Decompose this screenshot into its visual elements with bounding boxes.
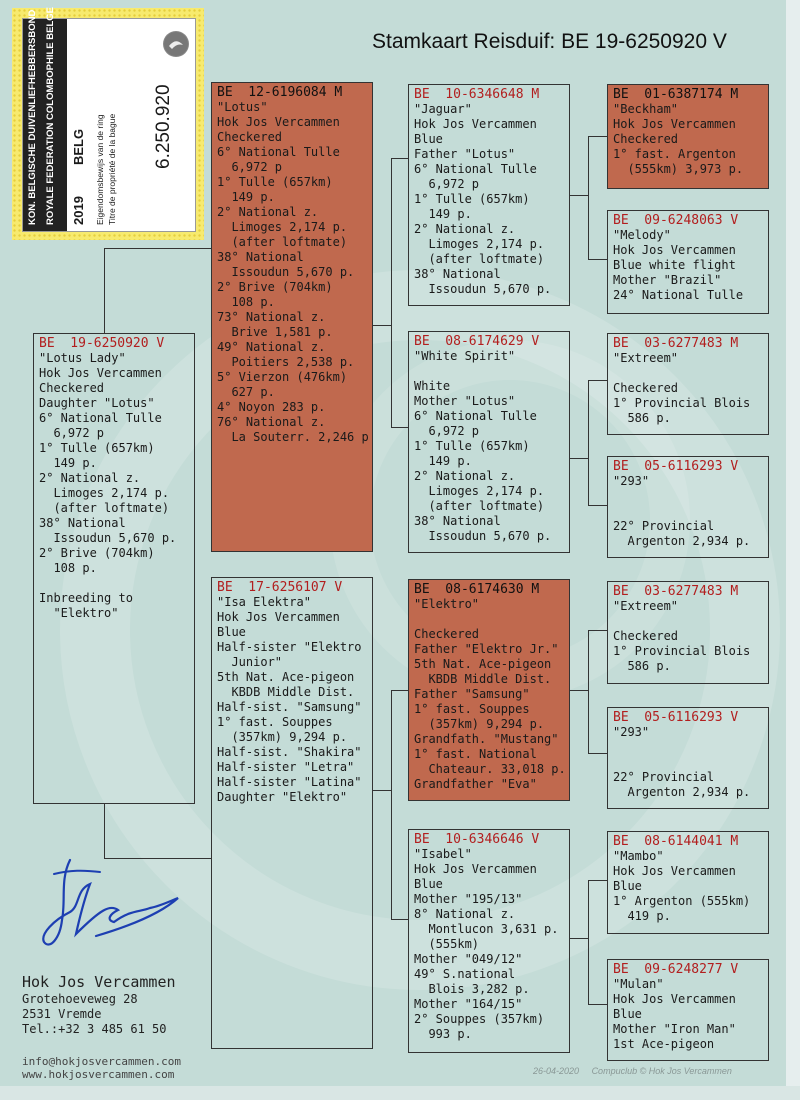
ring-number: BE 09-6248277 V	[613, 962, 739, 977]
pigeon-detail-line: Checkered	[613, 132, 679, 146]
ring-number: BE 10-6346648 M	[414, 87, 540, 102]
pigeon-name: "Extreem"	[613, 351, 679, 365]
connector	[588, 630, 607, 631]
pigeon-detail-line: Limoges 2,174 p.	[217, 220, 348, 234]
sticker-country: BELG	[71, 128, 86, 165]
pigeon-detail-line: Father "Lotus"	[414, 147, 516, 161]
pigeon-detail-line	[414, 612, 564, 627]
connector	[588, 259, 607, 260]
pigeon-detail-line: 149 p.	[39, 456, 97, 470]
ring-number: BE 05-6116293 V	[613, 710, 739, 725]
pigeon-card-sire-sire[interactable]	[408, 84, 570, 306]
pigeon-detail-line: Father "Elektro Jr."	[414, 642, 559, 656]
pigeon-detail-line: Hok Jos Vercammen	[414, 862, 537, 876]
handwritten-signature	[40, 850, 200, 964]
pigeon-detail-line: Limoges 2,174 p.	[414, 484, 545, 498]
pigeon-detail-line: Checkered	[613, 381, 679, 395]
pigeon-detail-line: "Elektro"	[39, 606, 119, 620]
pigeon-detail-line: 419 p.	[613, 909, 671, 923]
pigeon-detail-line: 6,972 p	[414, 424, 480, 438]
pigeon-detail-line: 149 p.	[217, 190, 275, 204]
pigeon-name: "293"	[613, 725, 650, 739]
kbdb-logo-icon	[163, 31, 189, 57]
pigeon-name: "Jaguar"	[414, 102, 472, 116]
pigeon-detail-line: 6° National Tulle	[39, 411, 162, 425]
pigeon-detail-line: 38° National	[414, 514, 501, 528]
pigeon-detail-line: 1° Tulle (657km)	[39, 441, 155, 455]
breeder-website[interactable]: www.hokjosvercammen.com	[22, 1068, 175, 1081]
ring-number: BE 12-6196084 M	[217, 85, 343, 100]
pigeon-detail-line: Mother "Lotus"	[414, 394, 516, 408]
pigeon-card-dsd[interactable]	[607, 707, 769, 809]
pigeon-detail-line: Mother "164/15"	[414, 997, 523, 1011]
pigeon-detail-line: Issoudun 5,670 p.	[217, 265, 355, 279]
sticker-org-nl: KON. BELGISCHE DUIVENLIEFHEBBERSBOND	[27, 9, 38, 225]
pigeon-detail-line: Brive 1,581 p.	[217, 325, 333, 339]
pigeon-detail-line: Hok Jos Vercammen	[414, 117, 537, 131]
sticker-year: 2019	[71, 196, 86, 225]
pigeon-detail-line: Mother "195/13"	[414, 892, 523, 906]
connector	[391, 158, 408, 159]
pigeon-detail-line: Mother "049/12"	[414, 952, 523, 966]
breeder-email[interactable]: info@hokjosvercammen.com	[22, 1055, 181, 1068]
pigeon-name: "293"	[613, 474, 650, 488]
pigeon-detail-line: (after loftmate)	[414, 499, 545, 513]
ring-number: BE 10-6346646 V	[414, 832, 540, 847]
pigeon-name: "Mambo"	[613, 849, 664, 863]
ring-number: BE 17-6256107 V	[217, 580, 343, 595]
pigeon-detail-line: Blue	[613, 879, 642, 893]
ring-number: BE 01-6387174 M	[613, 87, 739, 102]
pigeon-detail-line	[613, 755, 763, 770]
pigeon-detail-line: 6° National Tulle	[414, 162, 537, 176]
pigeon-detail-line: Montlucon 3,631 p.	[414, 922, 559, 936]
connector	[569, 690, 589, 691]
connector	[588, 136, 607, 137]
pigeon-detail-line: 1° Tulle (657km)	[217, 175, 333, 189]
pigeon-detail-line: 993 p.	[414, 1027, 472, 1041]
pigeon-card-dss[interactable]	[607, 581, 769, 684]
pigeon-detail-line: 1° Tulle (657km)	[414, 439, 530, 453]
pigeon-detail-line: 6,972 p	[39, 426, 105, 440]
pigeon-detail-line: Half-sister "Latina"	[217, 775, 362, 789]
connector	[104, 248, 105, 333]
pigeon-name: "Extreem"	[613, 599, 679, 613]
pigeon-detail-line: 627 p.	[217, 385, 275, 399]
pigeon-detail-line: Mother "Iron Man"	[613, 1022, 736, 1036]
pigeon-detail-line: (555km)	[414, 937, 480, 951]
pigeon-detail-line: Blue white flight	[613, 258, 736, 272]
pigeon-detail-line: 6,972 p	[217, 160, 283, 174]
pigeon-card-ddd[interactable]	[607, 959, 769, 1061]
pigeon-detail-line: Blue	[414, 877, 443, 891]
footer-credit: Compuclub © Hok Jos Vercammen	[591, 1066, 732, 1076]
breeder-block	[22, 972, 181, 1081]
pigeon-detail-line: (after loftmate)	[39, 501, 170, 515]
pigeon-detail-line: Checkered	[39, 381, 105, 395]
pigeon-detail-line: Chateaur. 33,018 p.	[414, 762, 566, 776]
pigeon-detail-line: Hok Jos Vercammen	[39, 366, 162, 380]
pigeon-card-sds[interactable]	[607, 333, 769, 435]
page-title: Stamkaart Reisduif: BE 19-6250920 V	[372, 30, 727, 53]
breeder-city: 2531 Vremde	[22, 1007, 102, 1021]
pigeon-card-sss[interactable]	[607, 84, 769, 189]
pigeon-detail-line: Issoudun 5,670 p.	[414, 282, 552, 296]
pigeon-detail-line: Blois 3,282 p.	[414, 982, 530, 996]
pigeon-detail-line: 2° National z.	[39, 471, 141, 485]
connector	[391, 158, 392, 428]
ring-number: BE 05-6116293 V	[613, 459, 739, 474]
pigeon-detail-line: 8° National z.	[414, 907, 516, 921]
card-edge	[786, 0, 800, 1100]
ring-number: BE 08-6144041 M	[613, 834, 739, 849]
pigeon-card-sdd[interactable]	[607, 456, 769, 558]
connector	[391, 427, 408, 428]
pigeon-detail-line: 586 p.	[613, 659, 671, 673]
pigeon-detail-line: Father "Samsung"	[414, 687, 530, 701]
pigeon-detail-line: Blue	[217, 625, 246, 639]
pigeon-detail-line: 6° National Tulle	[414, 409, 537, 423]
connector	[588, 136, 589, 260]
pigeon-detail-line: (after loftmate)	[217, 235, 348, 249]
pigeon-detail-line: 5th Nat. Ace-pigeon	[217, 670, 355, 684]
pigeon-detail-line: 1° Argenton (555km)	[613, 894, 751, 908]
pigeon-detail-line: 38° National	[39, 516, 126, 530]
pigeon-detail-line: Issoudun 5,670 p.	[414, 529, 552, 543]
pigeon-detail-line: 1° Provincial Blois	[613, 396, 751, 410]
pigeon-detail-line: Argenton 2,934 p.	[613, 534, 751, 548]
pigeon-name: "Isabel"	[414, 847, 472, 861]
pigeon-detail-line: 2° Brive (704km)	[217, 280, 333, 294]
pigeon-detail-line: Poitiers 2,538 p.	[217, 355, 355, 369]
pigeon-name: "Beckham"	[613, 102, 679, 116]
pigeon-detail-line: Blue	[414, 132, 443, 146]
pigeon-detail-line: 149 p.	[414, 207, 472, 221]
pigeon-card-subject[interactable]	[33, 333, 195, 804]
pigeon-detail-line	[39, 576, 189, 591]
ownership-sticker	[12, 8, 204, 240]
sticker-line-fr: Titre de propriété de la bague	[107, 113, 117, 225]
pigeon-detail-line: 108 p.	[217, 295, 275, 309]
pigeon-detail-line: 49° National z.	[217, 340, 326, 354]
pigeon-detail-line: Half-sist. "Shakira"	[217, 745, 362, 759]
pigeon-name: "Lotus"	[217, 100, 268, 114]
connector	[588, 380, 607, 381]
pigeon-detail-line: Blue	[613, 1007, 642, 1021]
pigeon-detail-line: 76° National z.	[217, 415, 326, 429]
pigeon-detail-line: Mother "Brazil"	[613, 273, 722, 287]
pigeon-detail-line: 4° Noyon 283 p.	[217, 400, 326, 414]
pigeon-detail-line: La Souterr. 2,246 p	[217, 430, 369, 444]
pigeon-detail-line: 1° fast. Argenton	[613, 147, 736, 161]
ring-number: BE 03-6277483 M	[613, 584, 739, 599]
pigeon-detail-line: 6,972 p	[414, 177, 480, 191]
pigeon-detail-line	[613, 614, 763, 629]
pigeon-detail-line: 24° National Tulle	[613, 288, 744, 302]
pigeon-card-dam[interactable]	[211, 577, 373, 1049]
pigeon-name: "Melody"	[613, 228, 671, 242]
connector	[588, 880, 607, 881]
pigeon-detail-line	[613, 504, 763, 519]
ring-number: BE 03-6277483 M	[613, 336, 739, 351]
pigeon-detail-line: 5th Nat. Ace-pigeon	[414, 657, 552, 671]
connector	[391, 919, 408, 920]
pigeon-detail-line: 38° National	[414, 267, 501, 281]
breeder-name: Hok Jos Vercammen	[22, 973, 176, 991]
pigeon-card-sire-dam[interactable]	[408, 331, 570, 553]
pigeon-detail-line: Hok Jos Vercammen	[613, 243, 736, 257]
connector	[588, 380, 589, 506]
connector	[391, 690, 408, 691]
connector	[569, 458, 589, 459]
pigeon-detail-line: Limoges 2,174 p.	[414, 237, 545, 251]
pigeon-detail-line	[613, 489, 763, 504]
pigeon-detail-line: 108 p.	[39, 561, 97, 575]
pigeon-detail-line: 1st Ace-pigeon	[613, 1037, 715, 1051]
pigeon-detail-line: White	[414, 379, 451, 393]
pigeon-detail-line: Hok Jos Vercammen	[217, 115, 340, 129]
connector	[372, 325, 392, 326]
pigeon-detail-line: 73° National z.	[217, 310, 326, 324]
connector	[588, 753, 607, 754]
pigeon-detail-line: Half-sist. "Samsung"	[217, 700, 362, 714]
pigeon-detail-line: Hok Jos Vercammen	[613, 864, 736, 878]
pigeon-detail-line: 22° Provincial	[613, 770, 715, 784]
connector	[104, 248, 211, 249]
ring-number: BE 08-6174630 M	[414, 582, 540, 597]
pigeon-detail-line: 49° S.national	[414, 967, 516, 981]
pigeon-detail-line: 586 p.	[613, 411, 671, 425]
pigeon-detail-line: 2° National z.	[217, 205, 319, 219]
ring-number: BE 09-6248063 V	[613, 213, 739, 228]
pigeon-detail-line: Half-sister "Elektro	[217, 640, 362, 654]
pigeon-detail-line: 2° Souppes (357km)	[414, 1012, 545, 1026]
pigeon-detail-line: Checkered	[217, 130, 283, 144]
pigeon-detail-line	[613, 366, 763, 381]
pigeon-detail-line: Hok Jos Vercammen	[613, 117, 736, 131]
sticker-org-fr: ROYALE FEDERATION COLOMBOPHILE BELGE	[45, 7, 56, 225]
footer-date: 26-04-2020	[533, 1066, 580, 1076]
ring-number: BE 08-6174629 V	[414, 334, 540, 349]
sticker-line-nl: Eigendomsbewijs van de ring	[95, 114, 105, 225]
connector	[588, 505, 607, 506]
pigeon-detail-line: 2° Brive (704km)	[39, 546, 155, 560]
breeder-phone: Tel.:+32 3 485 61 50	[22, 1022, 167, 1036]
pigeon-detail-line: Grandfather "Eva"	[414, 777, 537, 791]
pigeon-detail-line: Hok Jos Vercammen	[217, 610, 340, 624]
card-bottom-edge	[0, 1086, 800, 1100]
pigeon-detail-line	[613, 740, 763, 755]
sticker-panel	[22, 7, 196, 232]
connector	[569, 195, 589, 196]
pigeon-detail-line: 5° Vierzon (476km)	[217, 370, 348, 384]
pigeon-detail-line: 1° Tulle (657km)	[414, 192, 530, 206]
pigeon-card-dam-dam[interactable]	[408, 829, 570, 1053]
pigeon-name: "Lotus Lady"	[39, 351, 126, 365]
pigeon-detail-line: KBDB Middle Dist.	[217, 685, 355, 699]
pigeon-detail-line: (357km) 9,294 p.	[217, 730, 348, 744]
pigeon-card-dam-sire[interactable]	[408, 579, 570, 801]
connector	[588, 1004, 607, 1005]
ring-number: BE 19-6250920 V	[39, 336, 165, 351]
pigeon-detail-line: (555km) 3,973 p.	[613, 162, 744, 176]
pigeon-detail-line: (after loftmate)	[414, 252, 545, 266]
pigeon-detail-line	[414, 364, 564, 379]
pigeon-detail-line: 2° National z.	[414, 222, 516, 236]
pigeon-detail-line: Grandfath. "Mustang"	[414, 732, 559, 746]
pigeon-detail-line: 1° fast. Souppes	[414, 702, 530, 716]
pigeon-card-sire[interactable]	[211, 82, 373, 552]
pigeon-detail-line: KBDB Middle Dist.	[414, 672, 552, 686]
pigeon-detail-line: 2° National z.	[414, 469, 516, 483]
pigeon-detail-line: 38° National	[217, 250, 304, 264]
pigeon-name: "White Spirit"	[414, 349, 516, 363]
pigeon-detail-line: Issoudun 5,670 p.	[39, 531, 177, 545]
pigeon-detail-line: Checkered	[414, 627, 480, 641]
pigeon-detail-line: Daughter "Lotus"	[39, 396, 155, 410]
sticker-ring-number: 6.250.920	[153, 84, 174, 169]
connector	[588, 880, 589, 1005]
pigeon-detail-line: (357km) 9,294 p.	[414, 717, 545, 731]
pigeon-detail-line: 1° Provincial Blois	[613, 644, 751, 658]
connector	[391, 690, 392, 920]
pigeon-detail-line: Inbreeding to	[39, 591, 133, 605]
connector	[372, 790, 392, 791]
pigeon-detail-line: Junior"	[217, 655, 283, 669]
pigeon-detail-line: 1° fast. National	[414, 747, 537, 761]
pigeon-detail-line: Daughter "Elektro"	[217, 790, 348, 804]
pigeon-detail-line: 6° National Tulle	[217, 145, 340, 159]
pigeon-name: "Isa Elektra"	[217, 595, 311, 609]
pigeon-detail-line: 149 p.	[414, 454, 472, 468]
breeder-street: Grotehoeveweg 28	[22, 992, 138, 1006]
pigeon-detail-line: Checkered	[613, 629, 679, 643]
footer	[533, 1066, 732, 1076]
pigeon-detail-line: Half-sister "Letra"	[217, 760, 355, 774]
pigeon-detail-line: Argenton 2,934 p.	[613, 785, 751, 799]
pigeon-card-dds[interactable]	[607, 831, 769, 934]
pigeon-name: "Elektro"	[414, 597, 480, 611]
connector	[588, 630, 589, 754]
pigeon-card-ssd[interactable]	[607, 210, 769, 314]
pigeon-detail-line: 22° Provincial	[613, 519, 715, 533]
connector	[569, 938, 589, 939]
pigeon-name: "Mulan"	[613, 977, 664, 991]
pigeon-detail-line: Limoges 2,174 p.	[39, 486, 170, 500]
pigeon-detail-line: Hok Jos Vercammen	[613, 992, 736, 1006]
pigeon-detail-line: 1° fast. Souppes	[217, 715, 333, 729]
